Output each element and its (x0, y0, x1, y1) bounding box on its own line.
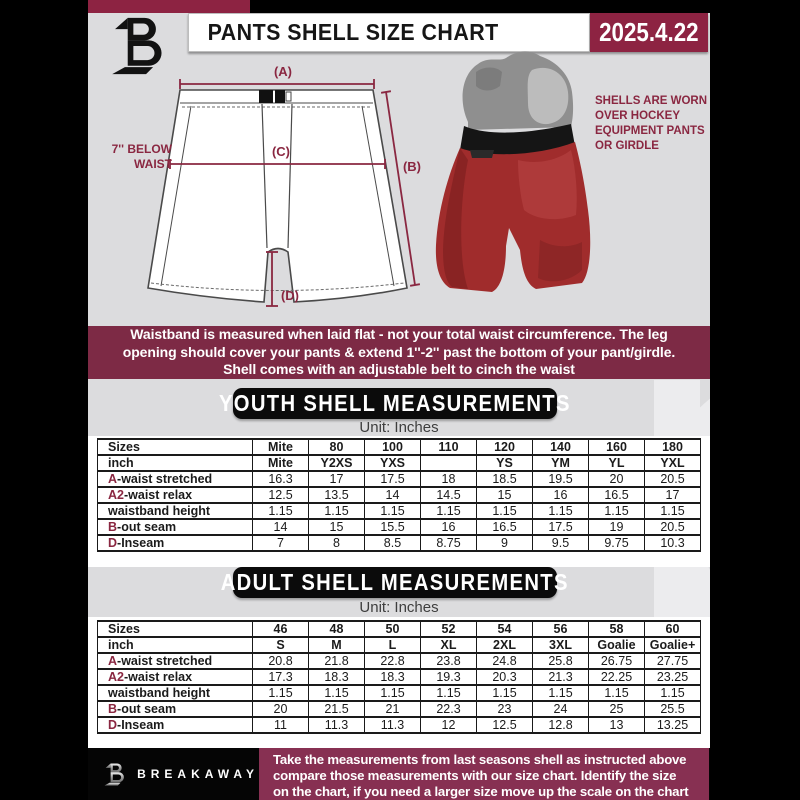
size-cell: 1.15 (477, 685, 533, 701)
row-label: waistband height (98, 685, 253, 701)
size-cell: 10.3 (645, 535, 701, 551)
table-row (98, 487, 701, 503)
table-row (98, 653, 701, 669)
size-cell: 19.5 (533, 471, 589, 487)
row-label: inch (98, 637, 253, 653)
size-cell: 20.3 (477, 669, 533, 685)
notice-line: Shell comes with an adjustable belt to cinch the waist (223, 361, 575, 378)
footer-line: compare those measurements with our size chart. Identify the size (273, 767, 677, 783)
size-cell: 18.3 (309, 669, 365, 685)
size-cell: 17 (645, 487, 701, 503)
table-row (98, 717, 701, 733)
size-cell: 13 (589, 717, 645, 733)
svg-text:EQUIPMENT PANTS: EQUIPMENT PANTS (595, 125, 705, 137)
size-cell: 15 (477, 487, 533, 503)
table-row (98, 701, 701, 717)
label-d: (D) (280, 288, 300, 303)
label-a: (A) (273, 64, 293, 79)
notice-banner (88, 326, 710, 379)
size-cell: 11 (253, 717, 309, 733)
size-cell: 1.15 (365, 685, 421, 701)
youth-heading-text: YOUTH SHELL MEASUREMENTS (219, 390, 571, 416)
brand-name: BREAKAWAY (137, 767, 259, 781)
size-cell: 8.5 (365, 535, 421, 551)
size-cell: 17.5 (533, 519, 589, 535)
size-cell: 18 (421, 471, 477, 487)
size-cell: 9.75 (589, 535, 645, 551)
size-cell: YS (477, 455, 533, 471)
size-cell: L (365, 637, 421, 653)
table-row (98, 455, 701, 471)
footer-instructions (259, 748, 709, 800)
footer-line: on the chart, if you need a larger size move up the scale on the chart (273, 783, 689, 799)
size-cell (421, 455, 477, 471)
table-row (98, 685, 701, 701)
date-text: 2025.4.22 (599, 17, 699, 47)
size-cell: YM (533, 455, 589, 471)
size-cell: 24.8 (477, 653, 533, 669)
size-cell: 1.15 (309, 503, 365, 519)
column-header: 110 (421, 439, 477, 455)
size-cell: 16.5 (589, 487, 645, 503)
size-cell: 16.5 (477, 519, 533, 535)
column-header: 160 (589, 439, 645, 455)
breakaway-logo-icon (104, 756, 126, 793)
column-header: 140 (533, 439, 589, 455)
row-label: D-Inseam (98, 717, 253, 733)
footer (88, 748, 710, 800)
size-cell: 24 (533, 701, 589, 717)
size-cell: 12.5 (477, 717, 533, 733)
table-row (98, 637, 701, 653)
size-cell: 20 (253, 701, 309, 717)
size-cell: 25.5 (645, 701, 701, 717)
size-cell: Y2XS (309, 455, 365, 471)
size-cell: 11.3 (309, 717, 365, 733)
size-cell: 25.8 (533, 653, 589, 669)
size-cell: S (253, 637, 309, 653)
footer-line: Take the measurements from last seasons shell as instructed above (273, 752, 687, 767)
red-shell-photo (436, 52, 590, 292)
size-cell: Goalie (589, 637, 645, 653)
adult-unit-label: Unit: Inches (359, 599, 439, 616)
waist-note (112, 142, 173, 171)
size-cell: 14 (253, 519, 309, 535)
size-cell: 1.15 (253, 503, 309, 519)
size-cell: Goalie+ (645, 637, 701, 653)
row-label: B-out seam (98, 519, 253, 535)
side-note (595, 95, 707, 152)
size-cell: 9 (477, 535, 533, 551)
size-cell: 21.5 (309, 701, 365, 717)
size-cell: 17.5 (365, 471, 421, 487)
size-cell: 21.8 (309, 653, 365, 669)
size-cell: 21 (365, 701, 421, 717)
size-cell: Mite (253, 455, 309, 471)
size-cell: 17 (309, 471, 365, 487)
table-row (98, 669, 701, 685)
top-black-strip (250, 0, 710, 13)
table-row (98, 519, 701, 535)
size-cell: 13.5 (309, 487, 365, 503)
size-cell: 2XL (477, 637, 533, 653)
youth-section-heading (219, 388, 571, 419)
size-cell: 12 (421, 717, 477, 733)
size-cell: 18.3 (365, 669, 421, 685)
column-header: 48 (309, 621, 365, 637)
svg-text:WAIST: WAIST (134, 157, 172, 171)
row-label: B-out seam (98, 701, 253, 717)
size-cell: 1.15 (421, 685, 477, 701)
notice-line: Waistband is measured when laid flat - not your total waist circumference. The leg (130, 326, 668, 343)
row-label: D-Inseam (98, 535, 253, 551)
svg-text:OR GIRDLE: OR GIRDLE (595, 140, 659, 152)
column-header: Mite (253, 439, 309, 455)
top-accent-strip (88, 0, 250, 13)
column-header: 46 (253, 621, 309, 637)
row-label: A-waist stretched (98, 653, 253, 669)
row-label: A2-waist relax (98, 669, 253, 685)
column-header: 56 (533, 621, 589, 637)
size-cell: 1.15 (645, 685, 701, 701)
column-header: 50 (365, 621, 421, 637)
svg-text:7'' BELOW: 7'' BELOW (111, 142, 172, 156)
size-cell: 1.15 (365, 503, 421, 519)
size-cell: 14.5 (421, 487, 477, 503)
table-row (98, 471, 701, 487)
label-c: (C) (271, 144, 291, 159)
size-cell: 12.8 (533, 717, 589, 733)
size-cell: XL (421, 637, 477, 653)
table-row (98, 503, 701, 519)
youth-size-table (97, 438, 701, 552)
size-cell: 8 (309, 535, 365, 551)
adult-section-heading (220, 567, 570, 598)
content-area (88, 0, 710, 800)
youth-unit-label: Unit: Inches (359, 419, 439, 436)
size-cell: 15.5 (365, 519, 421, 535)
column-header: 54 (477, 621, 533, 637)
size-cell: 8.75 (421, 535, 477, 551)
size-cell: YXL (645, 455, 701, 471)
size-cell: 21.3 (533, 669, 589, 685)
svg-text:SHELLS ARE WORN: SHELLS ARE WORN (595, 95, 708, 107)
size-cell: 13.25 (645, 717, 701, 733)
size-cell: 19.3 (421, 669, 477, 685)
size-cell: 20.8 (253, 653, 309, 669)
size-cell: 23.25 (645, 669, 701, 685)
size-cell: 1.15 (589, 685, 645, 701)
size-cell: 22.25 (589, 669, 645, 685)
size-cell: 16 (533, 487, 589, 503)
row-label: waistband height (98, 503, 253, 519)
row-label: A2-waist relax (98, 487, 253, 503)
belt-buckle-icon (259, 90, 273, 103)
size-cell: 1.15 (421, 503, 477, 519)
size-cell: 19 (589, 519, 645, 535)
size-cell: 1.15 (589, 503, 645, 519)
size-cell: 27.75 (645, 653, 701, 669)
column-header: 58 (589, 621, 645, 637)
size-cell: 25 (589, 701, 645, 717)
svg-text:OVER HOCKEY: OVER HOCKEY (595, 110, 680, 122)
size-cell: 1.15 (309, 685, 365, 701)
size-cell: 15 (309, 519, 365, 535)
column-header: 180 (645, 439, 701, 455)
size-cell: 16.3 (253, 471, 309, 487)
shell-measurement-diagram (88, 40, 710, 330)
column-header-label: Sizes (98, 621, 253, 637)
size-cell: 18.5 (477, 471, 533, 487)
notice-line: opening should cover your pants & extend 1''-2'' past the bottom of your pant/girdle. (122, 343, 676, 360)
size-cell: 11.3 (365, 717, 421, 733)
size-cell: 1.15 (645, 503, 701, 519)
size-cell: YXS (365, 455, 421, 471)
table-row (98, 535, 701, 551)
column-header-label: Sizes (98, 439, 253, 455)
row-label: inch (98, 455, 253, 471)
column-header: 52 (421, 621, 477, 637)
size-cell: 23 (477, 701, 533, 717)
size-cell: 1.15 (477, 503, 533, 519)
size-cell: 1.15 (253, 685, 309, 701)
adult-size-table (97, 620, 701, 734)
size-cell: M (309, 637, 365, 653)
row-label: A-waist stretched (98, 471, 253, 487)
size-cell: 12.5 (253, 487, 309, 503)
size-cell: 20.5 (645, 471, 701, 487)
size-cell: 20 (589, 471, 645, 487)
adult-heading-text: ADULT SHELL MEASUREMENTS (220, 569, 570, 595)
footer-brand-block (88, 748, 259, 800)
size-cell: 17.3 (253, 669, 309, 685)
size-cell: 22.3 (421, 701, 477, 717)
size-cell: 23.8 (421, 653, 477, 669)
column-header: 80 (309, 439, 365, 455)
size-cell: YL (589, 455, 645, 471)
label-b: (B) (402, 159, 422, 174)
size-cell: 9.5 (533, 535, 589, 551)
page-title: PANTS SHELL SIZE CHART (207, 19, 499, 45)
column-header: 120 (477, 439, 533, 455)
size-cell: 3XL (533, 637, 589, 653)
size-cell: 20.5 (645, 519, 701, 535)
size-cell: 7 (253, 535, 309, 551)
size-cell: 14 (365, 487, 421, 503)
column-header: 100 (365, 439, 421, 455)
shorts-outline (148, 90, 407, 302)
size-cell: 1.15 (533, 685, 589, 701)
size-cell: 16 (421, 519, 477, 535)
size-cell: 22.8 (365, 653, 421, 669)
size-cell: 1.15 (533, 503, 589, 519)
size-cell: 26.75 (589, 653, 645, 669)
column-header: 60 (645, 621, 701, 637)
